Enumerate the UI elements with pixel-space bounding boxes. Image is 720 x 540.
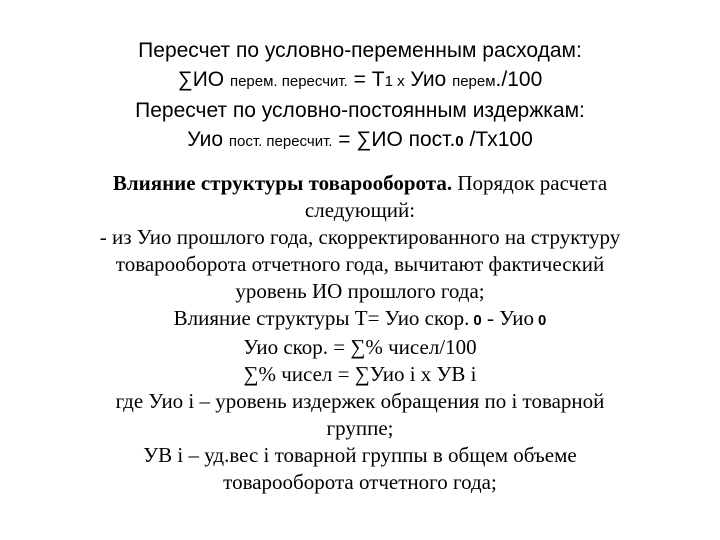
formula-part: ./100 [495,68,543,91]
body-line: УВ i – уд.вес i товарной группы в общем объеме [143,443,577,467]
formula-subscript: 0 [473,312,482,329]
body-text: Порядок расчета [452,171,608,195]
body-line: группе; [326,416,394,440]
formula-subscript: 0 [455,133,464,150]
body-line-formula [40,305,680,334]
body-line-formula: ∑% чисел = ∑Уио i х УВ i [243,362,477,386]
body-line: товарооборота отчетного года, вычитают фактический [115,252,605,276]
formula-subscript: пост. пересчит. [228,133,333,150]
formula-fixed-recalc [0,125,720,156]
formula-heading-variable: Пересчет по условно-переменным расходам: [138,39,582,62]
body-line: следующий: [304,198,416,222]
body-line: где Уио i – уровень издержек обращения по i товарной [115,389,605,413]
body-line-formula: Уио скор. = ∑% чисел/100 [243,335,477,359]
body-line [40,170,680,197]
formula-subscript: 0 [538,312,547,329]
formula-subscript: перем [452,73,496,90]
formula-heading-fixed: Пересчет по условно-постоянным издержкам: [135,99,585,122]
formula-part: ∑ИО [177,68,230,91]
formulas-block [0,36,720,156]
formula-part: Уио [404,68,453,91]
formula-part: /Тх100 [463,128,533,151]
formula-part: - Уио [481,306,534,330]
formula-part: = Т [347,68,385,91]
body-line: - из Уио прошлого года, скорректированного на структуру [99,225,621,249]
formula-variable-recalc [0,65,720,96]
structure-influence-block [40,170,680,496]
formula-part: = ∑ИО пост. [332,128,456,151]
formula-subscript: перем. пересчит. [229,73,348,90]
section-title: Влияние структуры товарооборота. [112,171,453,195]
formula-part: Уио [187,128,229,151]
formula-subscript: 1 х [384,73,405,90]
formula-part: Влияние структуры Т= Уио скор. [173,306,470,330]
body-line: товарооборота отчетного года; [223,470,497,494]
body-line: уровень ИО прошлого года; [235,279,485,303]
